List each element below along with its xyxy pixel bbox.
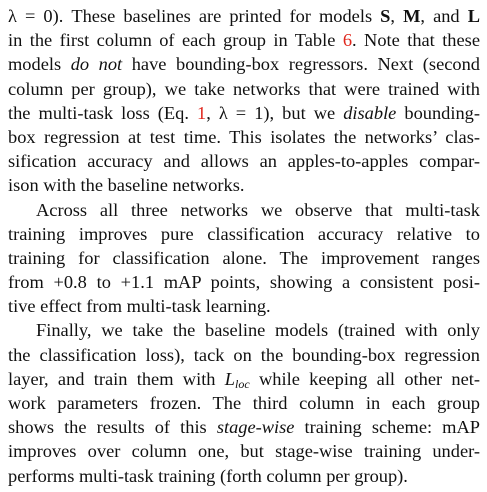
- emphasis-text: stage-wise: [216, 417, 295, 438]
- text-segment: from +0.8 to +1.1 mAP points, showing a consistent posi-: [8, 272, 480, 293]
- text-line: [8, 149, 480, 173]
- text-line: [8, 294, 480, 318]
- text-line: [8, 246, 480, 270]
- text-line: [8, 415, 480, 439]
- text-segment: , λ = 1), but we: [206, 102, 344, 123]
- text-segment: while keeping all other net-: [249, 368, 480, 389]
- text-line: [8, 270, 480, 294]
- text-segment: have bounding-box regressors. Next (second: [122, 54, 480, 75]
- text-line: [8, 101, 480, 125]
- text-line: [8, 52, 480, 76]
- text-segment: , and: [420, 6, 468, 26]
- emphasis-text: disable: [343, 102, 397, 123]
- text-line: [8, 198, 480, 222]
- text-line: [8, 4, 480, 28]
- text-segment: Across all three networks we observe that multi-task: [36, 199, 480, 220]
- reference-link[interactable]: 1: [197, 102, 207, 123]
- model-name: M: [403, 6, 421, 26]
- paper-text-column: [8, 4, 480, 488]
- text-segment: shows the results of this: [8, 417, 217, 438]
- paragraph: [8, 4, 480, 198]
- text-segment: column per group), we take networks that were trained with: [8, 78, 480, 99]
- paragraph: [8, 318, 480, 487]
- text-segment: improves over column one, but stage-wise training under-: [8, 441, 480, 462]
- text-line: [8, 125, 480, 149]
- text-line: [8, 173, 480, 197]
- emphasis-text: do not: [70, 54, 123, 75]
- text-segment: λ = 0). These baselines are printed for models: [8, 6, 381, 26]
- text-line: [8, 391, 480, 415]
- text-line: [8, 318, 480, 342]
- text-segment: training improves pure classification accuracy relative to: [8, 223, 480, 244]
- model-name: S: [380, 6, 391, 26]
- text-segment: . Note that these: [352, 30, 480, 51]
- text-segment: ison with the baseline networks.: [8, 175, 245, 196]
- text-segment: training scheme: mAP: [294, 417, 480, 438]
- text-segment: layer, and train them with: [8, 368, 225, 389]
- reference-link[interactable]: 6: [342, 30, 353, 51]
- text-segment: training for classification alone. The improvement ranges: [8, 247, 480, 268]
- subscript-text: loc: [235, 376, 250, 391]
- text-line: [8, 439, 480, 463]
- text-segment: work parameters frozen. The third column in each group: [8, 393, 480, 413]
- text-segment: the multi-task loss (Eq.: [8, 102, 197, 123]
- text-line: [8, 367, 480, 391]
- text-segment: sification accuracy and allows an apples-to-apples compar-: [8, 151, 480, 172]
- text-segment: models: [8, 54, 71, 75]
- text-segment: in the first column of each group in Table: [8, 30, 343, 51]
- text-segment: bounding-: [396, 102, 480, 123]
- text-segment: performs multi-task training (forth column per group).: [8, 465, 408, 486]
- paragraph: [8, 198, 480, 319]
- emphasis-text: L: [224, 368, 236, 389]
- text-line: [8, 77, 480, 101]
- text-segment: ,: [390, 6, 404, 26]
- text-segment: box regression at test time. This isolates the networks’ clas-: [8, 126, 480, 147]
- model-name: L: [467, 6, 480, 26]
- text-line: [8, 222, 480, 246]
- text-segment: tive effect from multi-task learning.: [8, 296, 271, 317]
- text-line: [8, 343, 480, 367]
- text-segment: Finally, we take the baseline models (trained with only: [36, 320, 480, 341]
- text-line: [8, 28, 480, 52]
- text-line: [8, 464, 480, 488]
- text-segment: the classification loss), tack on the bounding-box regression: [8, 344, 480, 365]
